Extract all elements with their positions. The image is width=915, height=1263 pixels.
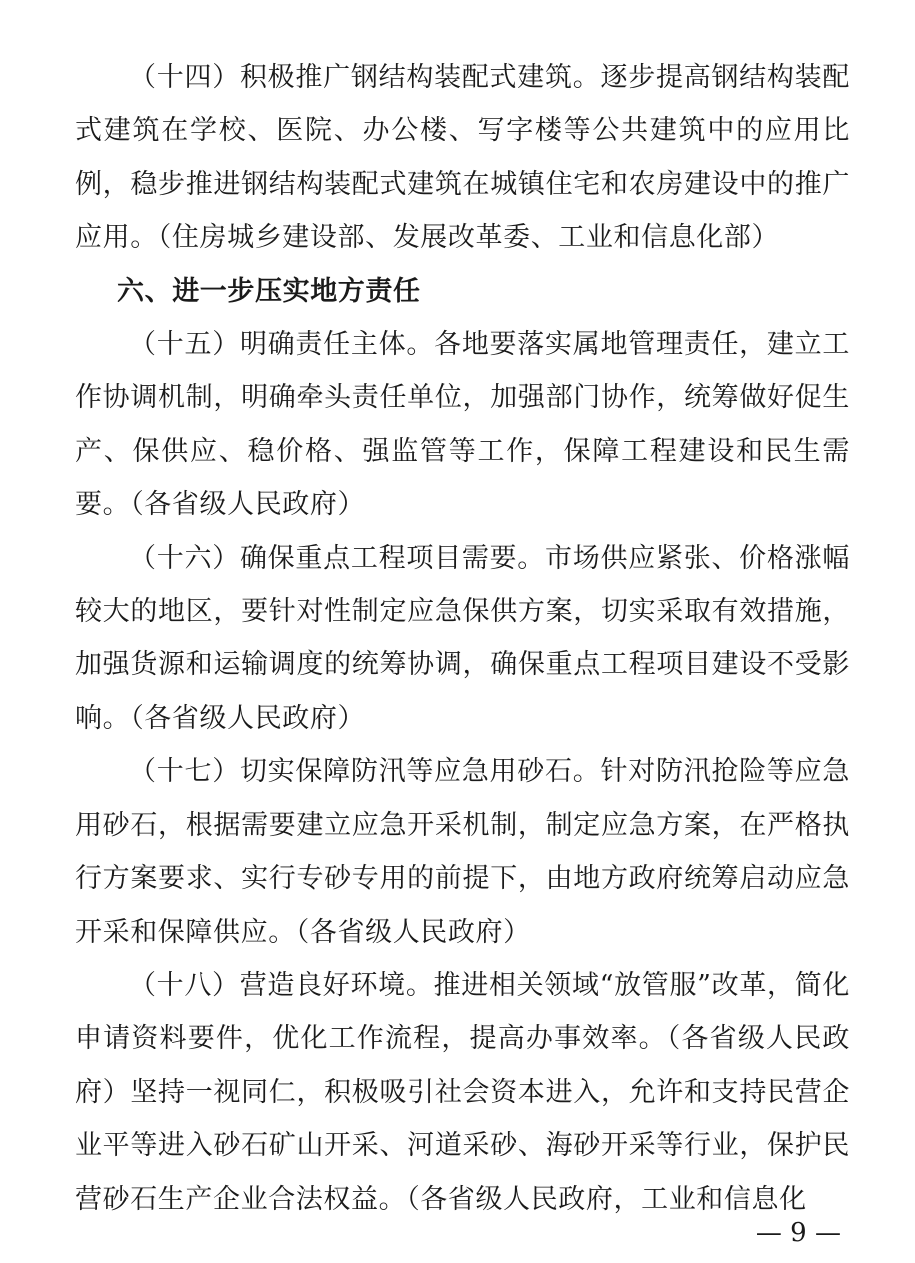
paragraph-16: （十六）确保重点工程项目需要。市场供应紧张、价格涨幅较大的地区，要针对性制定应急保供方案，切实采取有效措施，加强货源和运输调度的统筹协调，确保重点工程项目建设不受影响。（各省级人民政府） bbox=[75, 542, 850, 734]
page-number-text: — 9 — bbox=[755, 1218, 841, 1248]
paragraph-14: （十四）积极推广钢结构装配式建筑。逐步提高钢结构装配式建筑在学校、医院、办公楼、写字楼等公共建筑中的应用比例，稳步推进钢结构装配式建筑在城镇住宅和农房建设中的推广应用。（住房城乡建设部、发展改革委、工业和信息化部） bbox=[75, 62, 850, 254]
page-number bbox=[0, 1218, 915, 1248]
paragraph-18: （十八）营造良好环境。推进相关领域“放管服”改革，简化申请资料要件，优化工作流程，提高办事效率。（各省级人民政府）坚持一视同仁，积极吸引社会资本进入，允许和支持民营企业平等进入砂石矿山开采、河道采砂、海砂开采等行业，保护民营砂石生产企业合法权益。（各省级人民政府，工业和信息化 bbox=[75, 969, 850, 1215]
section-heading-6: 六、进一步压实地方责任 bbox=[117, 275, 421, 307]
paragraph-17: （十七）切实保障防汛等应急用砂石。针对防汛抢险等应急用砂石，根据需要建立应急开采机制，制定应急方案，在严格执行方案要求、实行专砂专用的前提下，由地方政府统筹启动应急开采和保障供应。（各省级人民政府） bbox=[75, 756, 850, 948]
paragraph-15: （十五）明确责任主体。各地要落实属地管理责任，建立工作协调机制，明确牵头责任单位，加强部门协作，统筹做好促生产、保供应、稳价格、强监管等工作，保障工程建设和民生需要。（各省级人民政府） bbox=[75, 329, 850, 521]
document-body bbox=[75, 51, 850, 1226]
